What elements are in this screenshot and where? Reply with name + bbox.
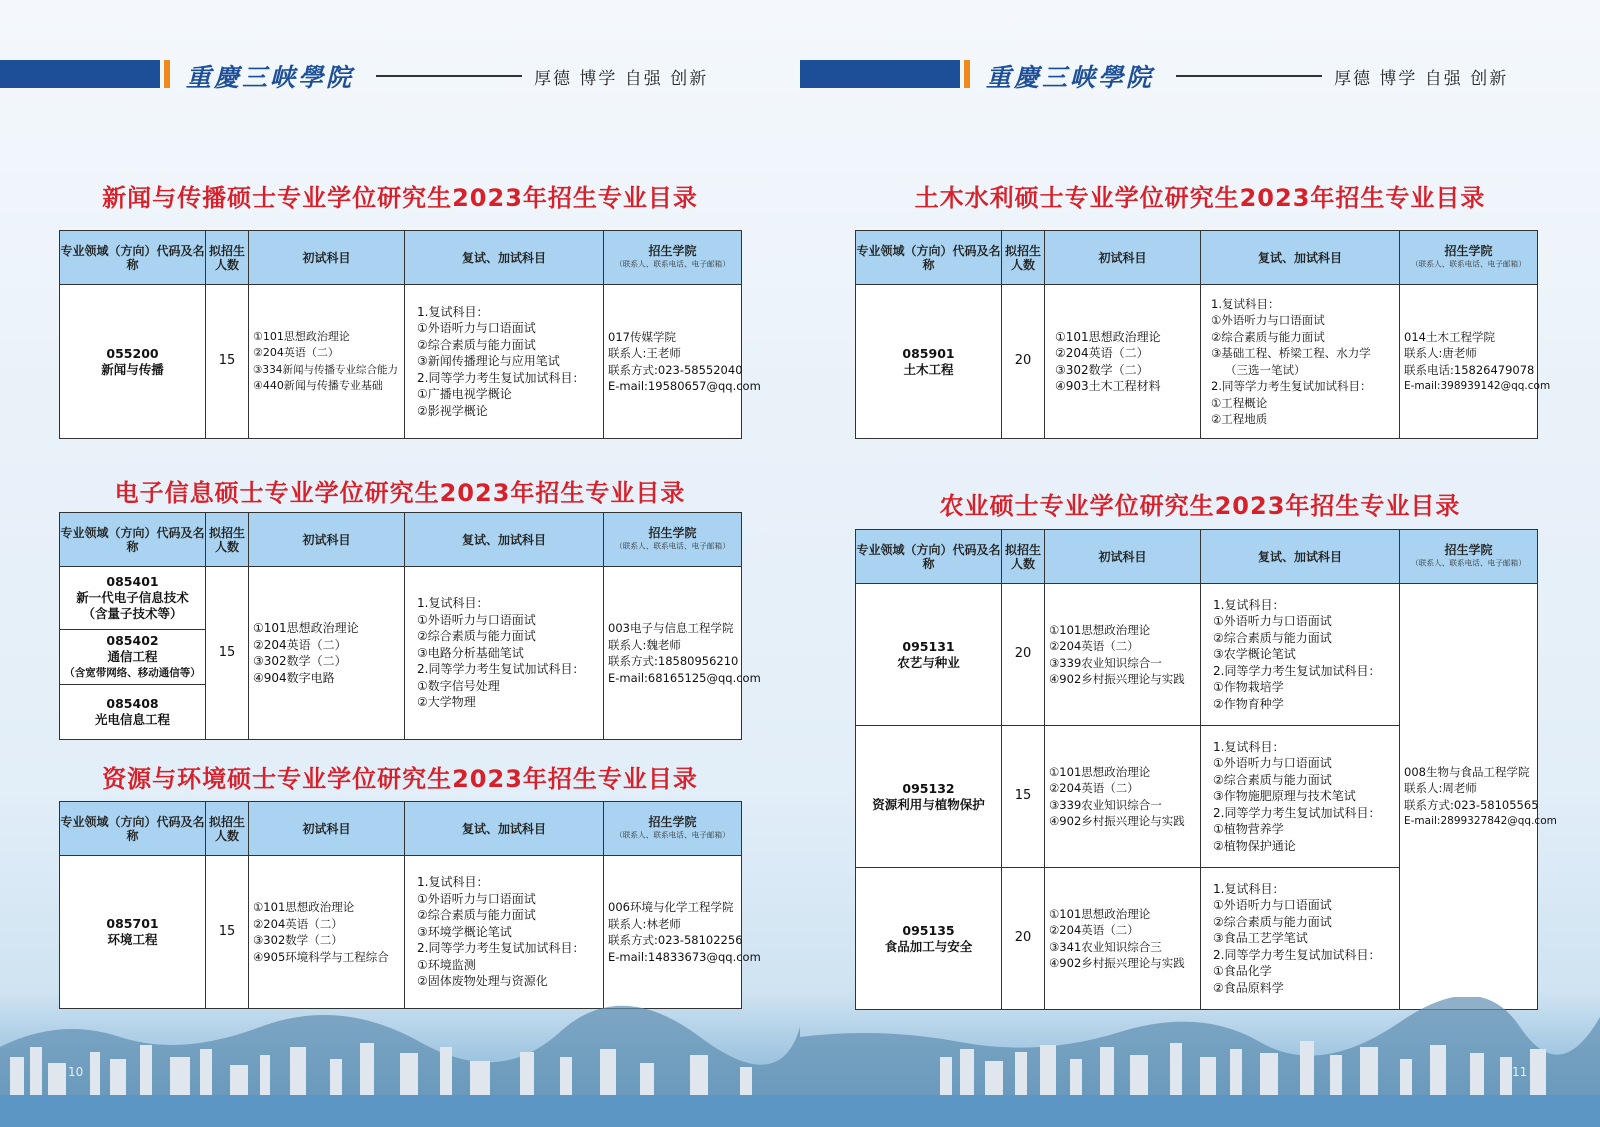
major-code: 095135	[902, 922, 955, 938]
header-college-label: 招生学院	[1444, 243, 1493, 258]
header-college	[1400, 530, 1538, 584]
city-skyline-image	[0, 997, 800, 1127]
quota-cell: 15	[1002, 726, 1045, 868]
section-title: 资源与环境硕士专业学位研究生2023年招生专业目录	[102, 765, 698, 793]
page-number: 10	[68, 1065, 84, 1079]
school-motto: 厚德 博学 自强 创新	[1334, 69, 1509, 89]
header-retest: 复试、加试科目	[1201, 231, 1400, 285]
college-contact: 联系人:周老师	[1404, 781, 1477, 795]
header-retest: 复试、加试科目	[405, 513, 604, 567]
quota-cell: 15	[206, 856, 249, 1009]
table-row	[60, 285, 742, 439]
retest-item: ②作物育种学	[1213, 696, 1284, 711]
retest-item: ②影视学概论	[417, 403, 488, 418]
retest-item: 1.复试科目：	[417, 875, 489, 890]
table-row	[856, 285, 1538, 439]
retest-item: ③电路分析基础笔试	[417, 645, 524, 660]
retest-item: ①工程概论	[1211, 395, 1268, 410]
retest-item: 2.同等学力考生复试加试科目：	[1211, 379, 1372, 393]
header-college-sub: （联系人、联系电话、电子邮箱）	[1411, 559, 1526, 568]
retest-item: ②综合素质与能力面试	[1213, 772, 1332, 787]
exam-item: ②204英语（二）	[1055, 346, 1149, 360]
college-name: 008生物与食品工程学院	[1404, 764, 1530, 779]
header-divider	[376, 75, 522, 77]
exam-item: ③302数学（二）	[253, 933, 343, 947]
exam-cell	[249, 567, 405, 740]
major-code: 095131	[902, 638, 955, 654]
retest-item: ①外语听力与口语面试	[417, 321, 536, 336]
college-name: 014土木工程学院	[1404, 329, 1495, 344]
college-name: 003电子与信息工程学院	[608, 621, 734, 635]
header-retest: 复试、加试科目	[405, 231, 604, 285]
retest-cell	[1201, 868, 1400, 1010]
retest-item: ②工程地质	[1211, 412, 1268, 426]
exam-item: ③302数学（二）	[1055, 362, 1149, 377]
retest-item: ①植物营养学	[1213, 822, 1284, 837]
section-title: 土木水利硕士专业学位研究生2023年招生专业目录	[914, 184, 1486, 212]
exam-item: ④904数字电路	[253, 670, 335, 685]
retest-cell	[405, 856, 604, 1009]
college-phone: 联系电话:15826479078	[1404, 362, 1535, 377]
retest-item: ②综合素质与能力面试	[417, 908, 536, 923]
header-exam: 初试科目	[249, 231, 405, 285]
header-college	[604, 231, 742, 285]
major-cell	[856, 584, 1002, 726]
retest-item: ②综合素质与能力面试	[1213, 630, 1332, 645]
table-row	[856, 584, 1538, 726]
retest-item: ③环境学概论笔试	[417, 924, 512, 939]
college-email: E-mail:398939142@qq.com	[1404, 380, 1551, 392]
exam-item: ①101思想政治理论	[253, 900, 355, 914]
exam-item: ④905环境科学与工程综合	[253, 949, 389, 964]
header-quota: 拟招生人数	[206, 231, 249, 285]
exam-item: ②204英语（二）	[253, 346, 339, 359]
retest-item: ②食品原料学	[1213, 980, 1284, 995]
retest-item: ①环境监测	[417, 957, 476, 972]
retest-item: 1.复试科目：	[1213, 739, 1285, 754]
retest-item: ①作物栽培学	[1213, 680, 1284, 695]
header-college	[1400, 231, 1538, 285]
header-exam: 初试科目	[249, 802, 405, 856]
retest-item: ①数字信号处理	[417, 678, 500, 693]
major-name: 资源利用与植物保护	[872, 796, 985, 812]
retest-item: ③作物施肥原理与技术笔试	[1213, 789, 1356, 804]
exam-cell	[249, 285, 405, 439]
retest-item: ②植物保护通论	[1213, 838, 1296, 853]
major-cell	[60, 685, 206, 740]
retest-item: ①外语听力与口语面试	[1213, 614, 1332, 629]
quota-cell: 20	[1002, 868, 1045, 1010]
exam-item: ③334新闻与传播专业综合能力	[253, 363, 398, 376]
retest-item: ②固体废物处理与资源化	[417, 974, 548, 989]
college-cell	[604, 285, 761, 439]
major-code: 085402	[106, 633, 159, 648]
major-name: 通信工程	[107, 649, 158, 664]
header-divider	[1176, 75, 1322, 77]
retest-item: 1.复试科目：	[1213, 597, 1285, 612]
page-number: 11	[1512, 1065, 1528, 1079]
retest-item: 1.复试科目：	[1213, 881, 1285, 896]
major-cell	[60, 630, 206, 685]
quota-cell: 20	[1002, 584, 1045, 726]
table-row	[60, 856, 742, 1009]
exam-item: ④902乡村振兴理论与实践	[1049, 672, 1185, 686]
college-phone: 联系方式:023-58102256	[608, 933, 743, 947]
exam-item: ③339农业知识综合一	[1049, 655, 1162, 670]
retest-item: ①外语听力与口语面试	[417, 612, 536, 627]
retest-item: ①外语听力与口语面试	[1211, 313, 1325, 327]
page-header	[0, 56, 800, 96]
retest-cell	[1201, 584, 1400, 726]
college-cell	[1400, 285, 1551, 439]
retest-item: 2.同等学力考生复试加试科目：	[417, 662, 585, 677]
retest-cell	[1201, 726, 1400, 868]
college-contact: 联系人:林老师	[608, 916, 681, 931]
exam-item: ②204英语（二）	[1049, 781, 1139, 795]
header-college-sub: （联系人、联系电话、电子邮箱）	[615, 831, 730, 840]
exam-item: ④902乡村振兴理论与实践	[1049, 956, 1185, 970]
exam-item: ③341农业知识综合三	[1049, 939, 1162, 954]
exam-cell	[1045, 868, 1201, 1010]
header-retest: 复试、加试科目	[405, 802, 604, 856]
retest-item: 1.复试科目：	[417, 304, 489, 319]
exam-cell	[249, 856, 405, 1009]
exam-item: ④903土木工程材料	[1055, 379, 1161, 393]
school-motto: 厚德 博学 自强 创新	[534, 69, 709, 89]
major-code: 085701	[106, 916, 159, 931]
major-name: 光电信息工程	[94, 712, 170, 727]
header-exam: 初试科目	[1045, 231, 1201, 285]
major-name: 农艺与种业	[897, 654, 960, 670]
retest-cell	[405, 285, 604, 439]
major-code: 095132	[902, 780, 955, 796]
school-name: 重慶三峡學院	[986, 63, 1155, 92]
exam-item: ①101思想政治理论	[1055, 329, 1161, 344]
header-field: 专业领域（方向）代码及名称	[60, 513, 206, 567]
college-contact: 联系人:魏老师	[608, 637, 681, 652]
header-college-sub: （联系人、联系电话、电子邮箱）	[615, 542, 730, 551]
retest-item: ②大学物理	[417, 695, 476, 710]
retest-item: ①外语听力与口语面试	[1213, 756, 1332, 771]
major-cell	[60, 856, 206, 1009]
quota-cell: 20	[1002, 285, 1045, 439]
header-orange-mark	[964, 60, 970, 88]
header-retest: 复试、加试科目	[1201, 530, 1400, 584]
college-phone: 联系方式:023-58552040	[608, 362, 743, 377]
catalog-table	[855, 529, 1557, 1010]
school-name: 重慶三峡學院	[186, 63, 355, 92]
major-cell	[60, 285, 206, 439]
header-college-sub: （联系人、联系电话、电子邮箱）	[1411, 260, 1526, 269]
exam-item: ④902乡村振兴理论与实践	[1049, 814, 1185, 828]
header-college-label: 招生学院	[648, 814, 697, 829]
exam-item: ③339农业知识综合一	[1049, 797, 1162, 812]
college-name: 017传媒学院	[608, 329, 676, 344]
table-header-row	[60, 513, 742, 567]
major-note: （含宽带网络、移动通信等）	[64, 667, 201, 679]
exam-item: ①101思想政治理论	[1049, 906, 1151, 921]
college-email: E-mail:19580657@qq.com	[608, 379, 761, 393]
retest-item: ①广播电视学概论	[417, 387, 512, 402]
college-phone: 联系方式:023-58105565	[1404, 797, 1539, 812]
retest-cell	[405, 567, 604, 740]
college-cell	[1400, 584, 1557, 1010]
catalog-table	[59, 230, 761, 439]
header-field: 专业领域（方向）代码及名称	[856, 530, 1002, 584]
retest-item: ③新闻传播理论与应用笔试	[417, 354, 560, 369]
section-title: 新闻与传播硕士专业学位研究生2023年招生专业目录	[102, 184, 698, 212]
table-header-row	[856, 530, 1538, 584]
header-quota: 拟招生人数	[206, 513, 249, 567]
header-college-label: 招生学院	[1444, 542, 1493, 557]
retest-item: ①食品化学	[1213, 964, 1272, 979]
header-field: 专业领域（方向）代码及名称	[856, 231, 1002, 285]
college-email: E-mail:14833673@qq.com	[608, 949, 761, 964]
exam-cell	[1045, 726, 1201, 868]
retest-item: 2.同等学力考生复试加试科目：	[417, 370, 585, 385]
major-cell	[856, 726, 1002, 868]
major-code: 085901	[902, 345, 955, 361]
college-cell	[604, 856, 761, 1009]
college-contact: 联系人:唐老师	[1404, 346, 1477, 360]
retest-item: ①外语听力与口语面试	[1213, 898, 1332, 913]
table-header-row	[60, 802, 742, 856]
header-field: 专业领域（方向）代码及名称	[60, 231, 206, 285]
exam-item: ①101思想政治理论	[253, 329, 350, 343]
exam-cell	[1045, 584, 1201, 726]
header-college-label: 招生学院	[648, 243, 697, 258]
retest-item: ②综合素质与能力面试	[417, 337, 536, 352]
page-header	[800, 56, 1600, 96]
major-code: 085401	[106, 574, 159, 589]
catalog-table	[59, 512, 761, 740]
city-skyline-image	[800, 997, 1600, 1127]
header-exam: 初试科目	[1045, 530, 1201, 584]
header-college-sub: （联系人、联系电话、电子邮箱）	[615, 260, 730, 269]
exam-item: ①101思想政治理论	[1049, 622, 1151, 637]
retest-item: ③农学概论笔试	[1213, 647, 1296, 662]
exam-item: ②204英语（二）	[253, 637, 347, 652]
header-blue-bar	[800, 60, 960, 88]
exam-item: ④440新闻与传播专业基础	[253, 379, 383, 392]
exam-item: ③302数学（二）	[253, 654, 347, 668]
major-cell	[856, 868, 1002, 1010]
retest-item: 1.复试科目：	[1211, 296, 1280, 311]
exam-item: ②204英语（二）	[253, 916, 343, 931]
major-name: 环境工程	[107, 932, 158, 947]
header-field: 专业领域（方向）代码及名称	[60, 802, 206, 856]
major-cell	[856, 285, 1002, 439]
table-header-row	[60, 231, 742, 285]
header-quota: 拟招生人数	[1002, 530, 1045, 584]
header-college	[604, 802, 742, 856]
catalog-table	[59, 801, 761, 1009]
header-quota: 拟招生人数	[1002, 231, 1045, 285]
retest-item: ①外语听力与口语面试	[417, 891, 536, 906]
major-code: 085408	[106, 696, 159, 711]
retest-item: （三选一笔试）	[1225, 362, 1306, 377]
major-note: （含量子技术等）	[82, 606, 183, 621]
exam-cell	[1045, 285, 1201, 439]
major-code: 055200	[106, 345, 159, 361]
table-header-row	[856, 231, 1538, 285]
table-row	[60, 567, 742, 630]
retest-item: 2.同等学力考生复试加试科目：	[1213, 663, 1381, 678]
header-orange-mark	[164, 60, 170, 88]
header-college-label: 招生学院	[648, 525, 697, 540]
retest-item: 2.同等学力考生复试加试科目：	[417, 941, 585, 956]
header-college	[604, 513, 742, 567]
retest-cell	[1201, 285, 1400, 439]
quota-cell: 15	[206, 285, 249, 439]
section-title: 电子信息硕士专业学位研究生2023年招生专业目录	[114, 479, 686, 507]
college-cell	[604, 567, 761, 740]
right-page	[800, 0, 1600, 1127]
college-name: 006环境与化学工程学院	[608, 900, 734, 914]
header-exam: 初试科目	[249, 513, 405, 567]
major-cell	[60, 567, 206, 630]
retest-item: ③食品工艺学笔试	[1213, 931, 1308, 946]
college-email: E-mail:68165125@qq.com	[608, 670, 761, 685]
header-blue-bar	[0, 60, 160, 88]
major-name: 食品加工与安全	[884, 938, 973, 954]
retest-item: ②综合素质与能力面试	[1211, 329, 1325, 344]
retest-item: 2.同等学力考生复试加试科目：	[1213, 947, 1381, 962]
header-quota: 拟招生人数	[206, 802, 249, 856]
college-email: E-mail:2899327842@qq.com	[1404, 815, 1557, 827]
exam-item: ②204英语（二）	[1049, 639, 1139, 653]
exam-item: ①101思想政治理论	[253, 621, 359, 635]
section-title: 农业硕士专业学位研究生2023年招生专业目录	[939, 492, 1461, 520]
catalog-table	[855, 230, 1551, 439]
college-contact: 联系人:王老师	[608, 346, 681, 360]
retest-item: 1.复试科目：	[417, 596, 489, 611]
exam-item: ②204英语（二）	[1049, 923, 1139, 937]
college-phone: 联系方式:18580956210	[608, 654, 739, 668]
retest-item: ②综合素质与能力面试	[1213, 914, 1332, 929]
retest-item: ②综合素质与能力面试	[417, 629, 536, 644]
quota-cell: 15	[206, 567, 249, 740]
retest-item: ③基础工程、桥梁工程、水力学	[1211, 346, 1371, 360]
exam-item: ①101思想政治理论	[1049, 764, 1151, 779]
major-name: 土木工程	[903, 361, 954, 377]
major-name: 新闻与传播	[101, 361, 164, 377]
retest-item: 2.同等学力考生复试加试科目：	[1213, 805, 1381, 820]
major-name: 新一代电子信息技术	[76, 590, 189, 605]
